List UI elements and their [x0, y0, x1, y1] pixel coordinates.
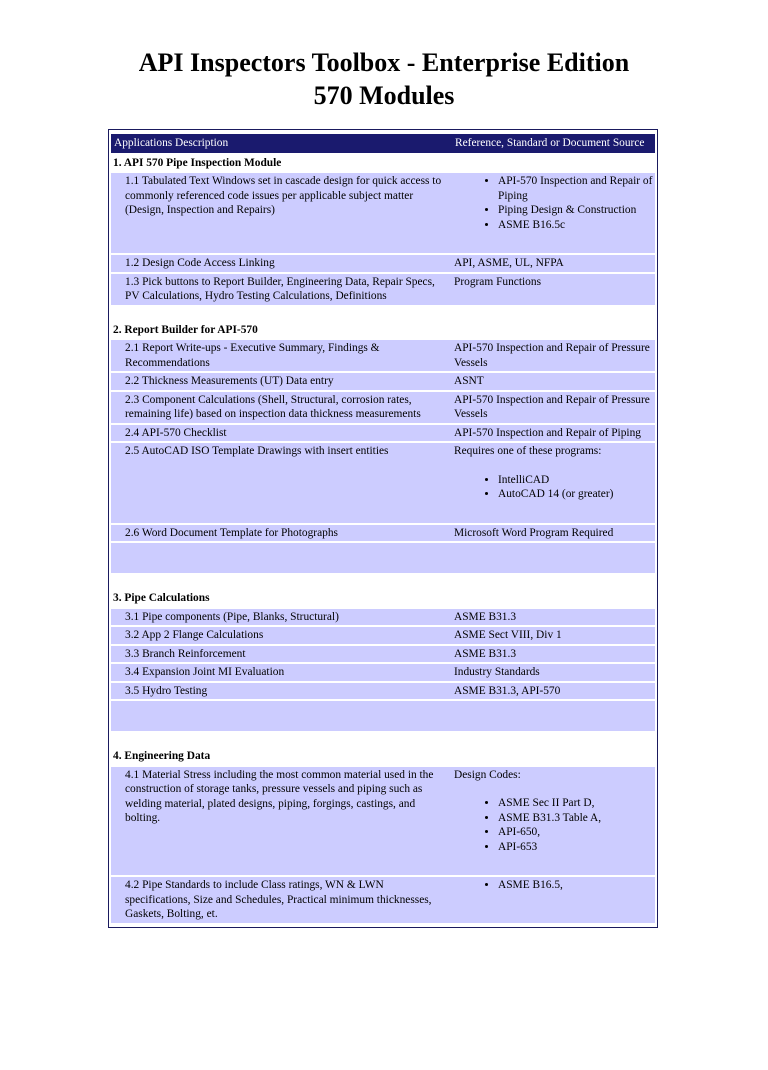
table-row	[111, 627, 655, 644]
header-reference: Reference, Standard or Document Source	[452, 134, 655, 153]
reference-text: ASNT	[454, 375, 484, 387]
reference-spacer	[454, 782, 653, 796]
table-row	[111, 525, 655, 542]
row-description: 2.3 Component Calculations (Shell, Structural, corrosion rates, remaining life) based on inspection data thickness measurements	[111, 392, 452, 423]
row-description: 1.2 Design Code Access Linking	[111, 255, 452, 272]
reference-list-item: • IntelliCAD	[498, 473, 653, 488]
table-row	[111, 683, 655, 700]
modules-table	[108, 129, 658, 928]
reference-text: API-570 Inspection and Repair of Pressure Vessels	[454, 342, 650, 369]
section-ref	[452, 155, 655, 172]
section-ref	[452, 733, 655, 765]
reference-text: ASME B31.3	[454, 610, 517, 623]
reference-list-item: • ASME Sec II Part D,	[498, 796, 653, 811]
table-row	[111, 609, 655, 626]
reference-text: Program Functions	[454, 275, 542, 288]
table-row	[111, 425, 655, 442]
section-row	[111, 575, 655, 607]
table-row	[111, 173, 655, 253]
reference-pad	[454, 232, 653, 252]
row-reference	[452, 664, 655, 681]
row-description: 3.2 App 2 Flange Calculations	[111, 627, 452, 644]
reference-text: Industry Standards	[454, 666, 540, 678]
blank-row	[111, 701, 655, 731]
row-description: 3.5 Hydro Testing	[111, 683, 452, 700]
table-row	[111, 274, 655, 305]
row-description: 2.1 Report Write-ups - Executive Summary, Findings & Recommendations	[111, 340, 452, 371]
table-header	[111, 134, 655, 153]
title-line-1: API Inspectors Toolbox - Enterprise Edition	[138, 48, 630, 77]
reference-text: Design Codes:	[454, 768, 521, 781]
section-row	[111, 307, 655, 339]
row-reference	[452, 255, 655, 272]
row-reference	[452, 609, 655, 626]
reference-text: ASME B31.3	[454, 647, 517, 660]
reference-text: API-570 Inspection and Repair of Piping	[454, 426, 641, 439]
header-description: Applications Description	[111, 134, 452, 153]
section-title: 3. Pipe Calculations	[111, 575, 452, 607]
page-title	[0, 46, 768, 112]
row-reference	[452, 443, 655, 523]
section-ref	[452, 575, 655, 607]
title-line-2: 570 Modules	[313, 81, 455, 110]
reference-list-item: • API-570 Inspection and Repair of Piping	[498, 174, 653, 203]
reference-pad	[454, 893, 653, 913]
reference-list-item: • API-653	[498, 840, 653, 855]
section-row	[111, 733, 655, 765]
table-row	[111, 392, 655, 423]
row-reference	[452, 767, 655, 876]
table-row	[111, 340, 655, 371]
reference-text: ASME B31.3, API-570	[454, 684, 561, 697]
reference-pad	[454, 502, 653, 522]
row-description: 2.5 AutoCAD ISO Template Drawings with insert entities	[111, 443, 452, 523]
row-description: 2.4 API-570 Checklist	[111, 425, 452, 442]
row-description: 3.1 Pipe components (Pipe, Blanks, Structural)	[111, 609, 452, 626]
table-row	[111, 664, 655, 681]
table-row	[111, 646, 655, 663]
reference-list-item: • AutoCAD 14 (or greater)	[498, 487, 653, 502]
row-description: 3.4 Expansion Joint MI Evaluation	[111, 664, 452, 681]
blank-cell	[452, 701, 655, 731]
table-row	[111, 373, 655, 390]
blank-cell	[111, 701, 452, 731]
table-row	[111, 877, 655, 923]
reference-text: ASME Sect VIII, Div 1	[454, 629, 562, 641]
reference-text: API, ASME, UL, NFPA	[454, 257, 564, 269]
reference-list	[454, 796, 653, 854]
row-description: 2.2 Thickness Measurements (UT) Data entry	[111, 373, 452, 390]
row-reference	[452, 683, 655, 700]
blank-row	[111, 543, 655, 573]
row-reference	[452, 274, 655, 305]
row-description: 2.6 Word Document Template for Photographs	[111, 525, 452, 542]
reference-list-item: • ASME B16.5,	[498, 878, 653, 893]
reference-list-item: • API-650,	[498, 825, 653, 840]
reference-pad	[454, 854, 653, 874]
reference-text: Microsoft Word Program Required	[454, 526, 614, 539]
blank-cell	[452, 543, 655, 573]
row-reference	[452, 877, 655, 923]
reference-list	[454, 174, 653, 232]
row-description: 4.2 Pipe Standards to include Class ratings, WN & LWN specifications, Size and Schedules, Practical minimum thicknesses, Gaskets, Bolting, et.	[111, 877, 452, 923]
reference-spacer	[454, 459, 653, 473]
table-row	[111, 443, 655, 523]
reference-list-item: • ASME B16.5c	[498, 218, 653, 233]
reference-text: API-570 Inspection and Repair of Pressure Vessels	[454, 393, 650, 420]
row-description: 1.1 Tabulated Text Windows set in cascade design for quick access to commonly referenced code issues per applicable subject matter (Design, Inspection and Repairs)	[111, 173, 452, 253]
row-reference	[452, 373, 655, 390]
row-reference	[452, 646, 655, 663]
table-row	[111, 255, 655, 272]
section-title: 1. API 570 Pipe Inspection Module	[111, 155, 452, 172]
table-row	[111, 767, 655, 876]
row-description: 1.3 Pick buttons to Report Builder, Engineering Data, Repair Specs, PV Calculations, Hydro Testing Calculations, Definitions	[111, 274, 452, 305]
reference-text: Requires one of these programs:	[454, 445, 602, 457]
row-reference	[452, 525, 655, 542]
row-reference	[452, 340, 655, 371]
reference-list-item: • ASME B31.3 Table A,	[498, 811, 653, 826]
row-reference	[452, 627, 655, 644]
row-description: 4.1 Material Stress including the most common material used in the construction of storage tanks, pressure vessels and piping such as welding material, plated designs, piping, forgings, castings, and bolting.	[111, 767, 452, 876]
row-reference	[452, 425, 655, 442]
reference-list-item: • Piping Design & Construction	[498, 203, 653, 218]
reference-list	[454, 878, 653, 893]
section-ref	[452, 307, 655, 339]
reference-list	[454, 473, 653, 502]
blank-cell	[111, 543, 452, 573]
row-reference	[452, 173, 655, 253]
section-title: 2. Report Builder for API-570	[111, 307, 452, 339]
row-description: 3.3 Branch Reinforcement	[111, 646, 452, 663]
row-reference	[452, 392, 655, 423]
section-row	[111, 155, 655, 172]
section-title: 4. Engineering Data	[111, 733, 452, 765]
